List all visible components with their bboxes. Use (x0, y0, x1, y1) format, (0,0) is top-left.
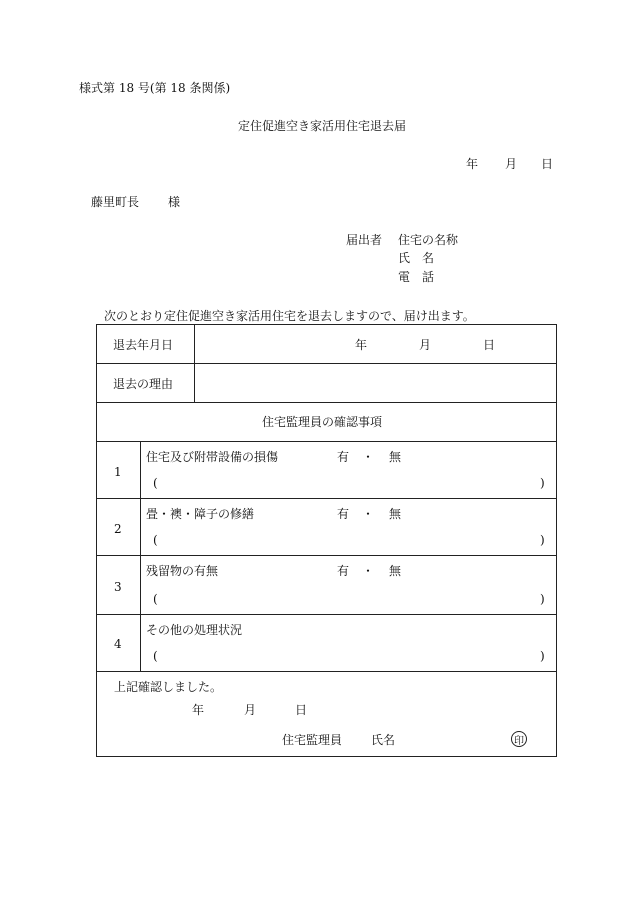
item-separator: ・ (362, 450, 375, 464)
item-open-paren: ( (153, 649, 158, 663)
addressee-honorific: 様 (168, 195, 181, 209)
name-label: 氏 名 (398, 251, 435, 265)
intro-text: 次のとおり定住促進空き家活用住宅を退去しますので、届け出ます。 (104, 309, 475, 323)
item-open-paren: ( (153, 476, 158, 490)
document-title: 定住促進空き家活用住宅退去届 (238, 119, 407, 133)
item-separator: ・ (362, 507, 375, 521)
item-close-paren: ) (540, 649, 545, 663)
reason-label: 退去の理由 (113, 377, 174, 391)
move-out-date-label: 退去年月日 (113, 338, 174, 352)
item-open-paren: ( (153, 592, 158, 606)
item-number: 3 (114, 580, 122, 594)
row-divider (97, 498, 556, 499)
item-close-paren: ) (540, 592, 545, 606)
item-no: 無 (389, 564, 402, 578)
column-divider (140, 441, 141, 671)
item-yes: 有 (337, 507, 350, 521)
item-label: 住宅及び附帯設備の損傷 (146, 450, 279, 464)
seal-icon: 印 (511, 731, 527, 747)
item-close-paren: ) (540, 533, 545, 547)
confirm-day: 日 (295, 703, 308, 717)
item-separator: ・ (362, 564, 375, 578)
inspector-name-label: 氏名 (371, 733, 396, 747)
form-number: 様式第 18 号(第 18 条関係) (79, 81, 231, 95)
move-out-day: 日 (483, 338, 496, 352)
move-out-month: 月 (419, 338, 432, 352)
row-divider (97, 363, 556, 364)
item-number: 2 (114, 522, 122, 536)
applicant-label: 届出者 (346, 233, 383, 247)
column-divider (194, 325, 195, 402)
item-close-paren: ) (540, 476, 545, 490)
row-divider (97, 614, 556, 615)
addressee-name: 藤里町長 (91, 195, 140, 209)
item-label: 残留物の有無 (146, 564, 219, 578)
move-out-year: 年 (355, 338, 368, 352)
row-divider (97, 441, 556, 442)
row-divider (97, 402, 556, 403)
house-name-label: 住宅の名称 (398, 233, 459, 247)
phone-label: 電 話 (398, 270, 435, 284)
check-header: 住宅監理員の確認事項 (262, 415, 383, 429)
item-yes: 有 (337, 450, 350, 464)
item-label: 畳・襖・障子の修繕 (146, 507, 255, 521)
item-number: 4 (114, 637, 122, 651)
row-divider (97, 671, 556, 672)
item-number: 1 (114, 465, 122, 479)
confirm-year: 年 (192, 703, 205, 717)
date-day: 日 (541, 157, 554, 171)
item-yes: 有 (337, 564, 350, 578)
item-no: 無 (389, 507, 402, 521)
item-no: 無 (389, 450, 402, 464)
confirm-month: 月 (244, 703, 257, 717)
confirmed-text: 上記確認しました。 (114, 680, 223, 694)
inspector-label: 住宅監理員 (282, 733, 343, 747)
item-open-paren: ( (153, 533, 158, 547)
date-month: 月 (505, 157, 518, 171)
row-divider (97, 555, 556, 556)
date-year: 年 (466, 157, 479, 171)
item-label: その他の処理状況 (146, 623, 243, 637)
